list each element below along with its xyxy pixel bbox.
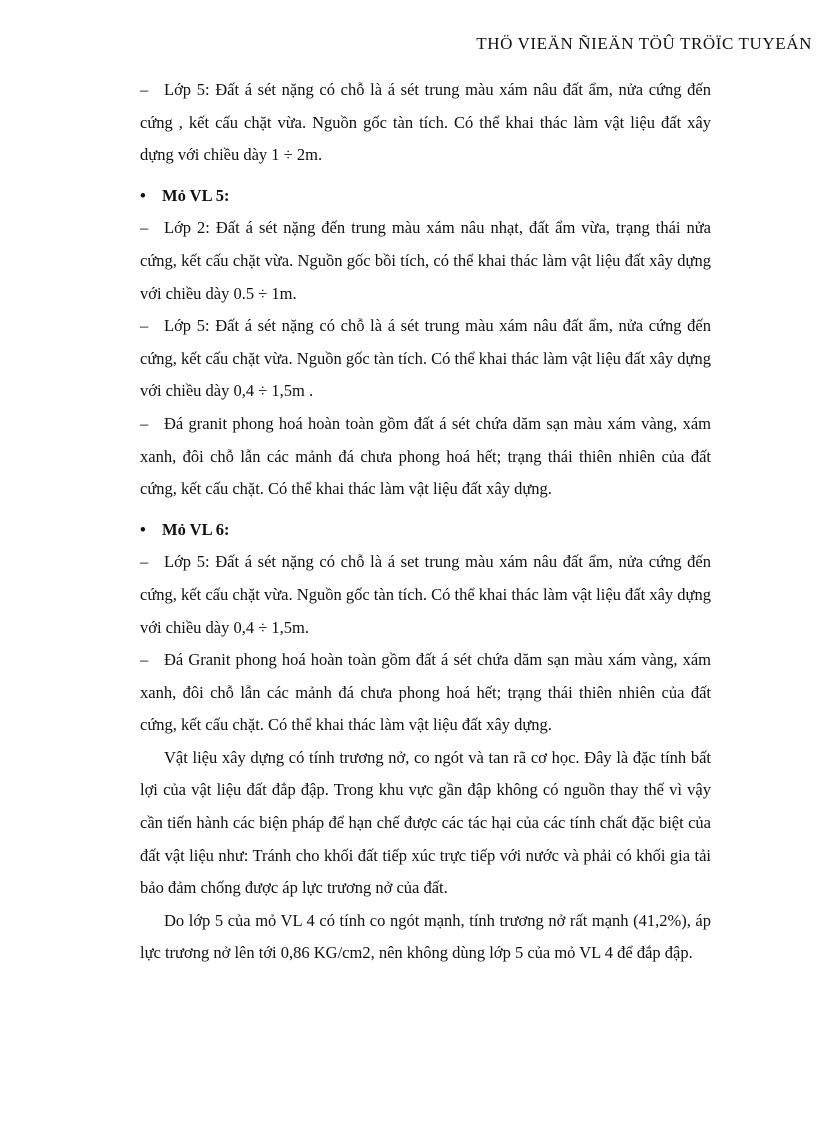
dash-marker: – — [140, 80, 149, 99]
section-heading-text: Mỏ VL 5: — [162, 185, 230, 205]
dash-marker: – — [140, 650, 149, 670]
list-item — [140, 212, 711, 310]
dash-marker: – — [140, 552, 149, 572]
paragraph-text: Lớp 5: Đất á sét nặng có chỗ là á set trung màu xám nâu đất ẩm, nửa cứng đến cứng, kết cấu chặt vừa. Nguồn gốc tàn tích. Có thể khai thác làm vật liệu đất xây dựng với chiều dày 0,4 ÷ 1,5m. — [140, 552, 711, 637]
list-item — [140, 310, 711, 408]
paragraph: Do lớp 5 của mỏ VL 4 có tính co ngót mạnh, tính trương nở rất mạnh (41,2%), áp lực trương nở lên tới 0,86 KG/cm2, nên không dùng lớp 5 của mỏ VL 4 để đắp đập. — [140, 910, 711, 963]
dash-marker: – — [140, 316, 149, 336]
paragraph-text: Đá Granit phong hoá hoàn toàn gồm đất á sét chứa dăm sạn màu xám vàng, xám xanh, đôi chỗ lẫn các mảnh đá chưa phong hoá hết; trạng thái thiên nhiên của đất cứng, kết cấu chặt. Có thể khai thác làm vật liệu đất xây dựng. — [140, 650, 711, 735]
list-item — [140, 74, 711, 172]
dash-marker: – — [140, 218, 149, 238]
paragraph-text: Lớp 5: Đất á sét nặng có chỗ là á sét trung màu xám nâu đất ẩm, nửa cứng đến cứng , kết cấu chặt vừa. Nguồn gốc tàn tích. Có thể khai thác làm vật liệu đất xây dựng với chiều dày 1 ÷ 2m. — [140, 80, 711, 165]
page-header: THÖ VIEÄN ÑIEÄN TÖÛ TRÖÏC TUYEÁN — [476, 34, 812, 53]
list-item — [140, 408, 711, 506]
paragraph-text: Lớp 2: Đất á sét nặng đến trung màu xám nâu nhạt, đất ẩm vừa, trạng thái nửa cứng, kết cấu chặt vừa. Nguồn gốc bồi tích, có thể khai thác làm vật liệu đất xây dựng với chiều dày 0.5 ÷ 1m. — [140, 218, 711, 303]
bullet-icon: • — [140, 519, 146, 539]
bullet-icon: • — [140, 185, 146, 205]
list-item — [140, 644, 711, 742]
list-item — [140, 546, 711, 644]
dash-marker: – — [140, 413, 149, 433]
section-heading — [140, 514, 711, 547]
section-heading — [140, 180, 711, 213]
document-body — [140, 74, 711, 970]
paragraph-text: Lớp 5: Đất á sét nặng có chỗ là á sét trung màu xám nâu đất ẩm, nửa cứng đến cứng, kết cấu chặt vừa. Nguồn gốc tàn tích. Có thể khai thác làm vật liệu đất xây dựng với chiều dày 0,4 ÷ 1,5m . — [140, 316, 711, 401]
paragraph: Vật liệu xây dựng có tính trương nở, co ngót và tan rã cơ học. Đây là đặc tính bất lợi của vật liệu đất đắp đập. Trong khu vực gần đập không có nguồn thay thế vì vậy cần tiến hành các biện pháp để hạn chế được các tác hại của các tính chất đặc biệt của đất vật liệu như: Tránh cho khối đất tiếp xúc trực tiếp với nước và phải có khối gia tải bảo đảm chống được áp lực trương nở của đất. — [140, 747, 711, 898]
section-heading-text: Mỏ VL 6: — [162, 519, 230, 539]
paragraph-text: Đá granit phong hoá hoàn toàn gồm đất á sét chứa dăm sạn màu xám vàng, xám xanh, đôi chỗ lẫn các mảnh đá chưa phong hoá hết; trạng thái thiên nhiên của đất cứng, kết cấu chặt. Có thể khai thác làm vật liệu đất xây dựng. — [140, 413, 711, 499]
